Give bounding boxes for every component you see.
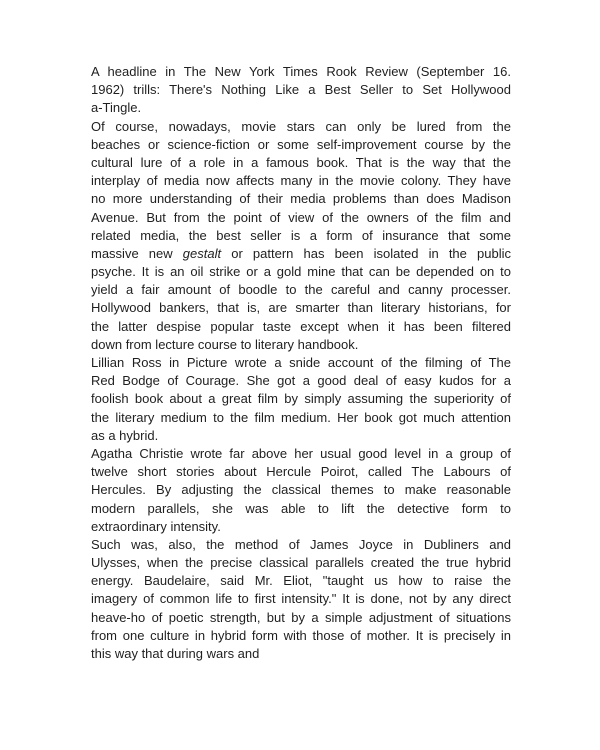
text-line: 1962) trills: There's Nothing Like a Best Seller to Set Hollywood bbox=[91, 82, 511, 98]
text-line: energy. Baudelaire, said Mr. Eliot, "taught us how to raise the bbox=[91, 573, 511, 589]
text-line: as a hybrid. bbox=[91, 427, 159, 443]
paragraph bbox=[91, 536, 511, 663]
text-line: down from lecture course to literary handbook. bbox=[91, 336, 359, 352]
text-line: A headline in The New York Times Rook Review (September 16. bbox=[91, 64, 511, 79]
text-line: the latter despise popular taste except when it has been filtered bbox=[91, 318, 511, 334]
text-line: a-Tingle. bbox=[91, 100, 142, 116]
text-line: the literary medium to the film medium. Her book got much attention bbox=[91, 409, 511, 425]
text-line: Red Bodge of Courage. She got a good deal of easy kudos for a bbox=[91, 373, 511, 389]
text-line: foolish book about a great film by simply assuming the superiority of bbox=[91, 391, 511, 407]
paragraph bbox=[91, 63, 511, 118]
text-line: heave-ho of poetic strength, but by a simple adjustment of situations bbox=[91, 609, 511, 625]
text-line: Avenue. But from the point of view of the owners of the film and bbox=[91, 209, 511, 225]
text-line: beaches or science-fiction or some self-improvement course by the bbox=[91, 136, 511, 152]
text-line: this way that during wars and bbox=[91, 646, 260, 661]
text-line: Of course, nowadays, movie stars can only be lured from the bbox=[91, 118, 511, 134]
text-line: modern parallels, she was able to lift the detective form to bbox=[91, 500, 511, 516]
text-line: massive new gestalt or pattern has been isolated in the public bbox=[91, 245, 511, 261]
text-line: extraordinary intensity. bbox=[91, 518, 221, 534]
text-line: imagery of common life to first intensity." It is done, not by any direct bbox=[91, 591, 511, 607]
text-line: Hollywood bankers, that is, are smarter than literary historians, for bbox=[91, 300, 511, 316]
text-line: cultural lure of a role in a famous book. That is the way that the bbox=[91, 154, 511, 170]
text-line: from one culture in hybrid form with those of mother. It is precisely in bbox=[91, 627, 511, 643]
text-line: Ulysses, when the precise classical parallels created the true hybrid bbox=[91, 555, 511, 571]
text-line: related media, the best seller is a form of insurance that some bbox=[91, 227, 511, 243]
paragraph bbox=[91, 354, 511, 445]
text-line: Such was, also, the method of James Joyce in Dubliners and bbox=[91, 536, 511, 552]
paragraph bbox=[91, 118, 511, 354]
text-line: psyche. It is an oil strike or a gold mine that can be depended on to bbox=[91, 264, 511, 280]
text-line: Hercules. By adjusting the classical themes to make reasonable bbox=[91, 482, 511, 498]
text-line: twelve short stories about Hercule Poirot, called The Labours of bbox=[91, 464, 511, 480]
text-line: yield a fair amount of boodle to the careful and canny processer. bbox=[91, 282, 511, 298]
paragraph bbox=[91, 445, 511, 536]
text-line: Agatha Christie wrote far above her usual good level in a group of bbox=[91, 445, 511, 461]
text-line: Lillian Ross in Picture wrote a snide account of the filming of The bbox=[91, 355, 511, 370]
text-block bbox=[91, 63, 511, 663]
text-line: no more understanding of their media problems than does Madison bbox=[91, 191, 511, 207]
text-line: interplay of media now affects many in the movie colony. They have bbox=[91, 173, 511, 189]
